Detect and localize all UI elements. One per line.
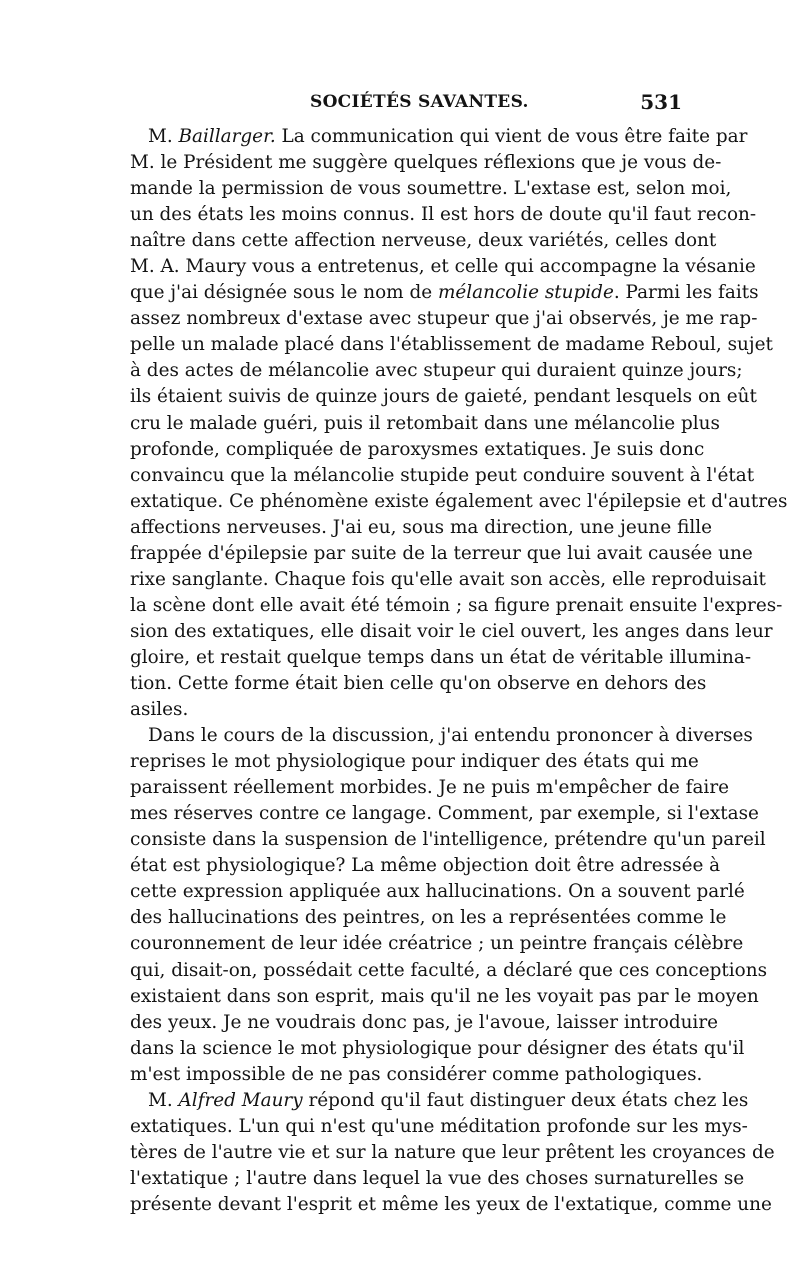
text-line: tion. Cette forme était bien celle qu'on observe en dehors des [130, 672, 707, 694]
speaker-title: M. [148, 126, 179, 147]
text-line: extatiques. L'un qui n'est qu'une méditation profonde sur les mys- [130, 1115, 748, 1137]
text-line: existaient dans son esprit, mais qu'il ne les voyait pas par le moyen [130, 985, 759, 1007]
text-line: des hallucinations des peintres, on les a représentées comme le [130, 907, 727, 929]
text-line: paraissent réellement morbides. Je ne puis m'empêcher de faire [130, 777, 729, 799]
text-line: reprises le mot physiologique pour indiquer des états qui me [130, 751, 699, 773]
text-line: que j'ai désignée sous le nom de mélancolie stupide. Parmi les faits [130, 282, 759, 304]
text-line: mande la permission de vous soumettre. L'extase est, selon moi, [130, 178, 732, 200]
text-line: Dans le cours de la discussion, j'ai entendu prononcer à diverses [148, 725, 753, 747]
text-line: M. le Président me suggère quelques réflexions que je vous de- [130, 152, 722, 174]
text-line: l'extatique ; l'autre dans lequel la vue des choses surnaturelles se [130, 1167, 745, 1189]
text-line: profonde, compliquée de paroxysmes extatiques. Je suis donc [130, 438, 705, 460]
text-line: la scène dont elle avait été témoin ; sa figure prenait ensuite l'expres- [130, 594, 783, 616]
text-line: des yeux. Je ne voudrais donc pas, je l'avoue, laisser introduire [130, 1011, 718, 1033]
speaker-name: Alfred Maury [178, 1089, 303, 1111]
text-line: pelle un malade placé dans l'établissement de madame Reboul, sujet [130, 334, 773, 356]
page-number: 531 [640, 90, 682, 114]
text-line: tères de l'autre vie et sur la nature que leur prêtent les croyances de [130, 1141, 775, 1163]
text-line: sion des extatiques, elle disait voir le ciel ouvert, les anges dans leur [130, 620, 773, 642]
running-head: SOCIÉTÉS SAVANTES. [310, 92, 529, 112]
text-line: dans la science le mot physiologique pour désigner des états qu'il [130, 1037, 745, 1059]
body-text [130, 124, 788, 1218]
paragraph-maury [130, 1088, 775, 1218]
text-line: frappée d'épilepsie par suite de la terreur que lui avait causée une [130, 542, 753, 564]
text-line: extatique. Ce phénomène existe également avec l'épilepsie et d'autres [130, 490, 788, 512]
text-line: ils étaient suivis de quinze jours de gaieté, pendant lesquels on eût [130, 386, 757, 408]
text-line: rixe sanglante. Chaque fois qu'elle avait son accès, elle reproduisait [130, 568, 766, 590]
text-line: cru le malade guéri, puis il retombait dans une mélancolie plus [130, 412, 720, 434]
text-line: qui, disait-on, possédait cette faculté, a déclaré que ces conceptions [130, 959, 768, 981]
text-line: consiste dans la suspension de l'intelligence, prétendre qu'un pareil [130, 829, 766, 851]
text-line: convaincu que la mélancolie stupide peut conduire souvent à l'état [130, 464, 755, 486]
text-line: un des états les moins connus. Il est hors de doute qu'il faut recon- [130, 204, 757, 226]
text-line: assez nombreux d'extase avec stupeur que j'ai observés, je me rap- [130, 308, 758, 330]
paragraph-discussion [130, 723, 768, 1088]
text-line: couronnement de leur idée créatrice ; un peintre français célèbre [130, 933, 744, 955]
text-line: cette expression appliquée aux hallucinations. On a souvent parlé [130, 881, 745, 903]
text-line: état est physiologique? La même objection doit être adressée à [130, 855, 721, 877]
text-line: naître dans cette affection nerveuse, deux variétés, celles dont [130, 230, 717, 252]
text-line: gloire, et restait quelque temps dans un état de véritable illumina- [130, 646, 752, 668]
text-line: asiles. [130, 699, 189, 721]
speaker-name: Baillarger. [178, 126, 276, 147]
speaker-title: M. [148, 1089, 179, 1111]
text-line: M. A. Maury vous a entretenus, et celle qui accompagne la vésanie [130, 256, 756, 278]
paragraph-baillarger [130, 124, 788, 723]
page-header [130, 92, 682, 116]
text-line: à des actes de mélancolie avec stupeur qui duraient quinze jours; [130, 360, 743, 382]
text-line: M. Baillarger. La communication qui vient de vous être faite par [148, 126, 748, 147]
text-line: présente devant l'esprit et même les yeux de l'extatique, comme une [130, 1193, 772, 1215]
text-line: mes réserves contre ce langage. Comment, par exemple, si l'extase [130, 803, 759, 825]
text-line: M. Alfred Maury répond qu'il faut distinguer deux états chez les [148, 1089, 749, 1111]
text-line: m'est impossible de ne pas considérer comme pathologiques. [130, 1063, 703, 1085]
text-line: affections nerveuses. J'ai eu, sous ma direction, une jeune fille [130, 516, 713, 538]
italic-term: mélancolie stupide [437, 282, 614, 304]
